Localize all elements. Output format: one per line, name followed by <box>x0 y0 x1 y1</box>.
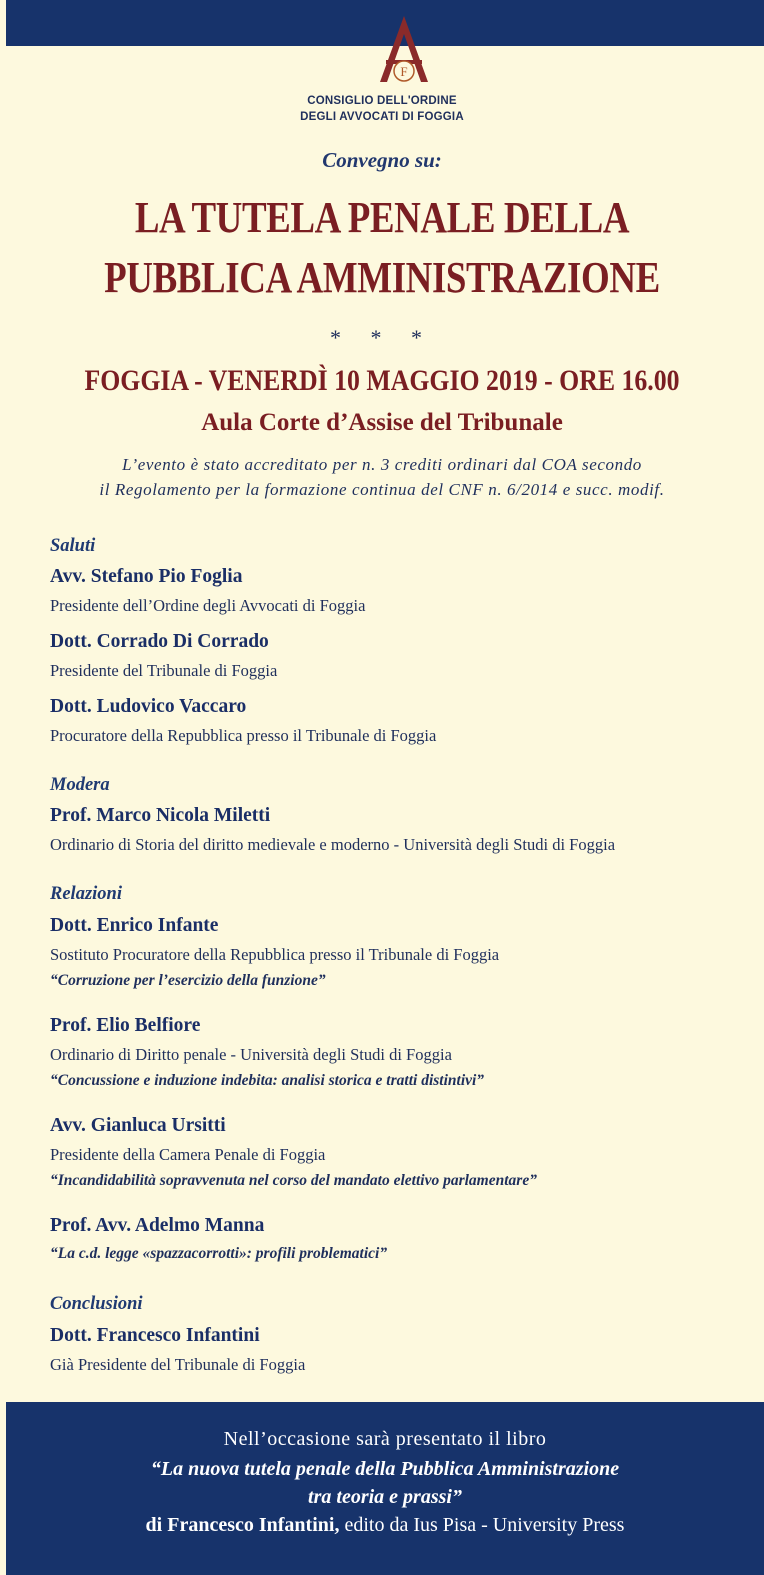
speaker-name: Avv. Stefano Pio Foglia <box>50 566 243 587</box>
event-title-line1: LA TUTELA PENALE DELLA <box>134 193 630 242</box>
speaker-role: Presidente della Camera Penale di Foggia <box>50 1145 326 1164</box>
speaker-name: Dott. Enrico Infante <box>50 915 219 936</box>
event-date: FOGGIA - VENERDÌ 10 MAGGIO 2019 - ORE 16.00 <box>84 364 680 397</box>
speaker-role: Ordinario di Storia del diritto medievale e moderno - Università degli Studi di Foggia <box>50 835 616 854</box>
book-credits <box>6 1514 764 1537</box>
accreditation-line1: L’evento è stato accreditato per n. 3 crediti ordinari dal COA secondo <box>122 455 642 474</box>
talk-title: “La c.d. legge «spazzacorrotti»: profili problematici” <box>50 1245 388 1262</box>
section-modera-label: Modera <box>50 775 110 795</box>
separator-stars: * * * <box>330 325 434 350</box>
speaker-name: Prof. Avv. Adelmo Manna <box>50 1215 265 1236</box>
speaker-role: Presidente dell’Ordine degli Avvocati di Foggia <box>50 596 366 615</box>
talk-title: “Incandidabilità sopravvenuta nel corso del mandato elettivo parlamentare” <box>50 1172 537 1189</box>
speaker-role: Procuratore della Repubblica presso il Tribunale di Foggia <box>50 726 437 745</box>
speaker-name: Prof. Elio Belfiore <box>50 1015 201 1036</box>
org-name-line1: CONSIGLIO DELL'ORDINE <box>307 95 457 107</box>
speaker-role: Sostituto Procuratore della Repubblica presso il Tribunale di Foggia <box>50 945 500 964</box>
section-saluti-label: Saluti <box>50 536 96 556</box>
event-intro: Convegno su: <box>322 148 442 172</box>
speaker-role: Già Presidente del Tribunale di Foggia <box>50 1355 306 1374</box>
talk-title: “Corruzione per l’esercizio della funzione” <box>50 972 326 989</box>
speaker-name: Dott. Ludovico Vaccaro <box>50 696 247 717</box>
book-title-line2: tra teoria e prassi” <box>308 1486 462 1508</box>
speaker-role: Presidente del Tribunale di Foggia <box>50 661 278 680</box>
section-conclusioni-label: Conclusioni <box>50 1294 143 1314</box>
speaker-name: Prof. Marco Nicola Miletti <box>50 805 271 826</box>
event-title-line2: PUBBLICA AMMINISTRAZIONE <box>104 253 660 302</box>
speaker-name: Avv. Gianluca Ursitti <box>50 1115 226 1136</box>
book-publisher: edito da Ius Pisa - University Press <box>339 1514 625 1536</box>
speaker-name: Dott. Francesco Infantini <box>50 1325 260 1346</box>
accreditation-line2: il Regolamento per la formazione continua del CNF n. 6/2014 e succ. modif. <box>99 480 665 499</box>
svg-text:F: F <box>400 64 408 79</box>
book-author: di Francesco Infantini, <box>145 1514 340 1536</box>
book-intro: Nell’occasione sarà presentato il libro <box>223 1428 547 1450</box>
section-relazioni-label: Relazioni <box>50 884 122 904</box>
talk-title: “Concussione e induzione indebita: analisi storica e tratti distintivi” <box>50 1072 485 1089</box>
ordine-avvocati-logo <box>368 14 440 84</box>
speaker-role: Ordinario di Diritto penale - Università degli Studi di Foggia <box>50 1045 452 1064</box>
speaker-name: Dott. Corrado Di Corrado <box>50 631 269 652</box>
org-name-line2: DEGLI AVVOCATI DI FOGGIA <box>300 111 464 123</box>
event-venue: Aula Corte d’Assise del Tribunale <box>201 409 563 436</box>
book-title-line1: “La nuova tutela penale della Pubblica Amministrazione <box>150 1458 620 1480</box>
